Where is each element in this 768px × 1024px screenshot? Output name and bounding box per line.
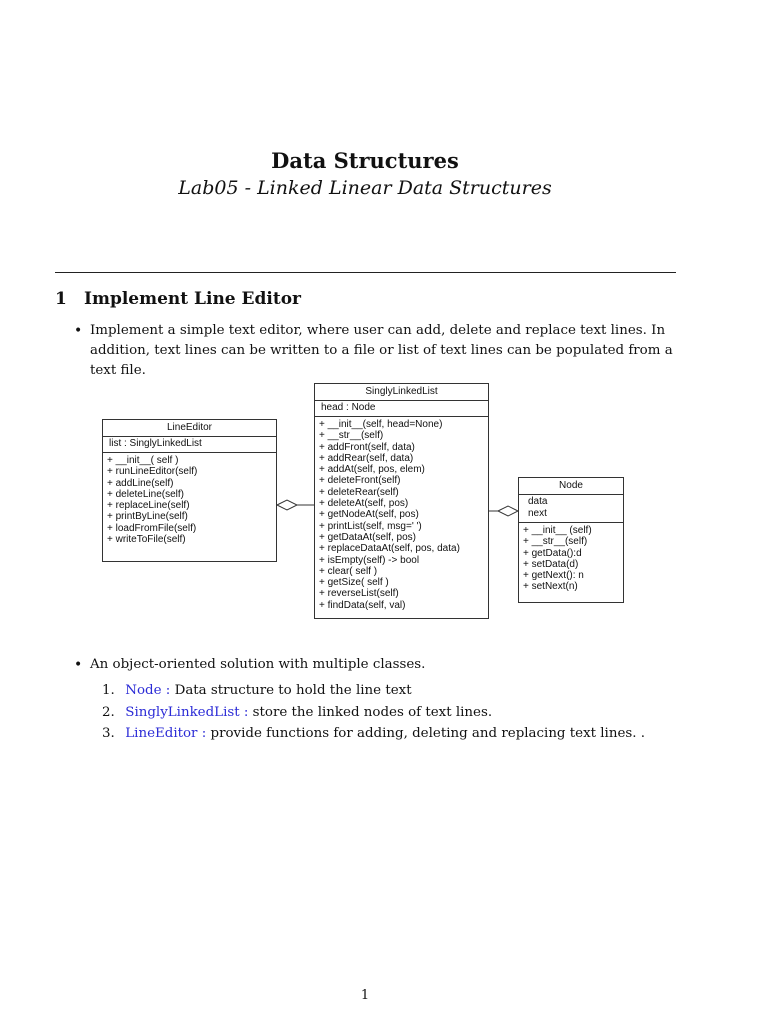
class-box-line-editor <box>102 419 277 562</box>
operation: + __init__( self ) <box>107 455 179 466</box>
operation: + __str__(self) <box>523 536 588 548</box>
class-name: LineEditor <box>103 420 276 437</box>
class-name: Node <box>519 478 623 495</box>
operation: + setData(d) <box>523 558 579 570</box>
class-attributes <box>519 495 623 523</box>
operation: + printByLine(self) <box>107 511 188 523</box>
aggregation-diamond-icon <box>498 506 518 516</box>
operation: + runLineEditor(self) <box>107 466 198 478</box>
operation: + printList(self, msg=' ') <box>319 520 422 532</box>
bullet-text: An object-oriented solution with multiple classes. <box>90 657 426 672</box>
section-title: Implement Line Editor <box>84 289 301 309</box>
operation: + replaceLine(self) <box>107 500 190 512</box>
operation: + deleteAt(self, pos) <box>319 498 409 510</box>
item-description: provide functions for adding, deleting and replacing text lines. . <box>210 726 646 741</box>
operation: + getNodeAt(self, pos) <box>319 509 419 521</box>
operation: + __init__(self, head=None) <box>319 419 443 430</box>
operation: + addLine(self) <box>107 477 174 489</box>
attribute: head : Node <box>321 402 376 413</box>
class-box-singly-linked-list <box>314 383 489 619</box>
attribute: data <box>528 496 548 507</box>
operation: + replaceDataAt(self, pos, data) <box>319 543 460 555</box>
section-number: 1 <box>55 289 67 309</box>
operation: + reverseList(self) <box>319 588 399 600</box>
bullet-text: Implement a simple text editor, where user can add, delete and replace text lines. In addition, text lines can be written to a file or list of text lines can be populated from a text file. <box>90 323 673 378</box>
numbered-item <box>102 681 412 701</box>
operation: + clear( self ) <box>319 565 378 577</box>
operation: + findData(self, val) <box>319 599 406 611</box>
class-box-node <box>518 477 624 603</box>
aggregation-diamond-icon <box>277 500 297 510</box>
attribute: list : SinglyLinkedList <box>109 438 202 449</box>
numbered-item <box>102 724 645 744</box>
item-term: SinglyLinkedList : <box>125 705 249 720</box>
item-number: 1. <box>102 683 115 698</box>
operation: + deleteLine(self) <box>107 488 184 500</box>
attribute: next <box>528 508 547 519</box>
operation: + __str__(self) <box>319 430 384 442</box>
operation: + addFront(self, data) <box>319 441 415 453</box>
item-term: LineEditor : <box>125 726 207 741</box>
operation: + getDataAt(self, pos) <box>319 531 416 543</box>
class-operations <box>103 453 276 547</box>
class-attributes <box>315 401 488 417</box>
operation: + writeToFile(self) <box>107 534 186 546</box>
numbered-item <box>102 703 492 723</box>
page-number: 1 <box>360 988 370 1003</box>
class-operations <box>315 417 488 613</box>
item-term: Node : <box>125 683 171 698</box>
operation: + getSize( self ) <box>319 577 389 589</box>
operation: + deleteFront(self) <box>319 475 401 487</box>
operation: + isEmpty(self) -> bool <box>319 554 420 566</box>
item-description: store the linked nodes of text lines. <box>252 705 493 720</box>
operation: + deleteRear(self) <box>319 486 399 498</box>
bullet-icon: • <box>74 657 83 673</box>
document-subtitle: Lab05 - Linked Linear Data Structures <box>178 177 552 199</box>
class-operations <box>519 523 623 595</box>
operation: + loadFromFile(self) <box>107 522 197 534</box>
item-number: 3. <box>102 726 115 741</box>
operation: + addRear(self, data) <box>319 452 414 464</box>
operation: + addAt(self, pos, elem) <box>319 464 425 476</box>
item-description: Data structure to hold the line text <box>174 683 412 698</box>
operation: + getData():d <box>523 547 582 559</box>
class-name: SinglyLinkedList <box>315 384 488 401</box>
document-title: Data Structures <box>271 148 459 173</box>
item-number: 2. <box>102 705 115 720</box>
bullet-icon: • <box>74 323 83 339</box>
operation: + getNext(): n <box>523 570 584 582</box>
operation: + setNext(n) <box>523 581 578 593</box>
operation: + __init__ (self) <box>523 525 592 536</box>
class-attributes <box>103 437 276 453</box>
